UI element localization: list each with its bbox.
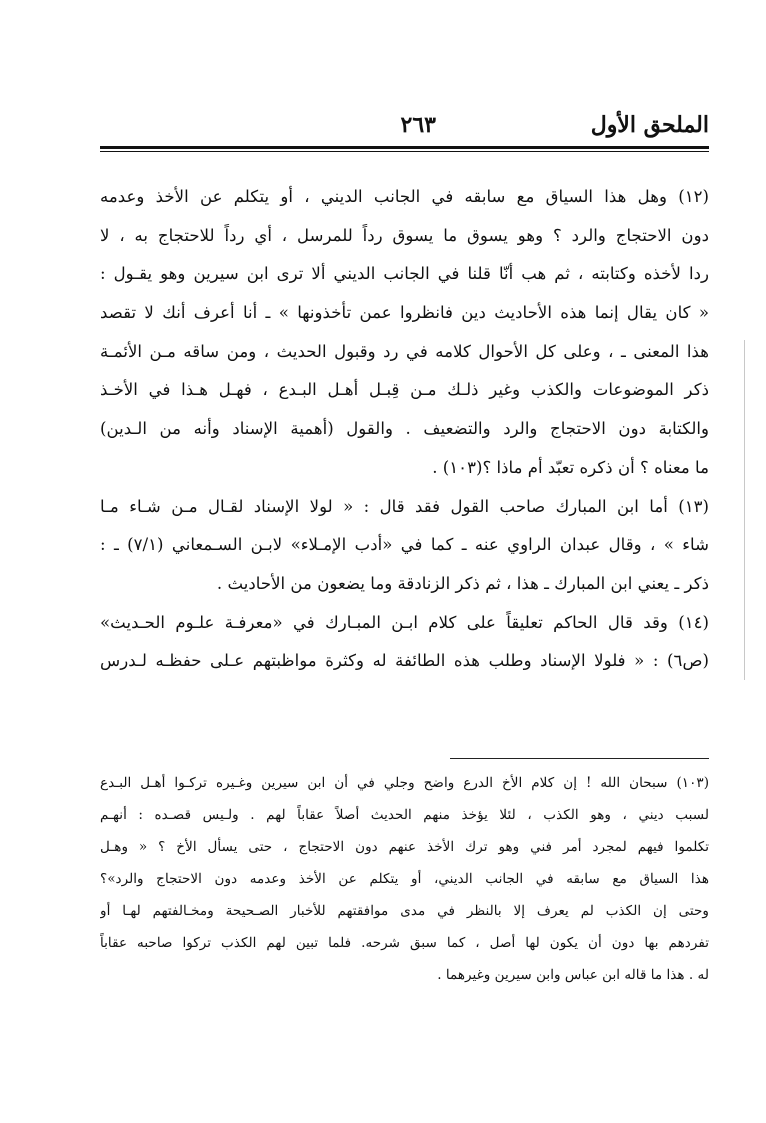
body-line: شاء » ، وقال عبدان الراوي عنه ـ كما في «أدب الإمـلاء» لابـن السـمعاني (٧/١) ـ : <box>100 535 709 555</box>
footnote-line: تفردهم بها دون أن يكون لها أصل ، كما سبق شرحه. فلما تبين لهم الكذب تركوا صاحبه عقاباً <box>100 935 709 951</box>
footnote-line: لسبب ديني ، وهو الكذب ، لئلا يؤخذ منهم الحديث أصلاً عقاباً لهم . ولـيس قصـده : أنهـم <box>100 807 709 823</box>
header-rule-thick <box>100 146 709 149</box>
body-line: (١٢) وهل هذا السياق مع سابقه في الجانب الديني ، أو يتكلم عن الأخذ وعدمه <box>100 187 709 206</box>
footnote-separator <box>450 758 709 759</box>
body-line: (١٣) أما ابن المبارك صاحب القول فقد قال : « لولا الإسناد لقـال مـن شـاء مـا <box>100 496 709 516</box>
footnotes <box>100 767 709 991</box>
body-line: هذا المعنى ـ ، وعلى كل الأحوال كلامه في رد وقبول الحديث ، ومن ساقه مـن الأئمـة <box>100 341 709 361</box>
body-line: دون الاحتجاج والرد ؟ وهو يسوق ما يسوق رداً للمرسل ، أي رداً للاحتجاج به ، لا <box>100 225 709 245</box>
page-number: ٢٦٣ <box>400 112 436 138</box>
body-line: (١٤) وقد قال الحاكم تعليقاً على كلام ابـن المبـارك في «معرفـة علـوم الحـديث» <box>100 612 709 632</box>
body-line: (ص٦) : « فلولا الإسناد وطلب هذه الطائفة له وكثرة مواظبتهم عـلى حفظـه لـدرس <box>100 651 709 671</box>
running-header <box>100 112 709 146</box>
body-text <box>100 178 709 681</box>
body-line: ذكر ـ يعني ابن المبارك ـ هذا ، ثم ذكر الزنادقة وما يضعون من الأحاديث . <box>216 573 709 593</box>
scan-edge-mark <box>744 340 745 680</box>
body-line: ردا لأخذه وكتابته ، ثم هب أنّا قلنا في الجانب الديني ألا ترى ابن سيرين وهو يقـول : <box>100 264 709 284</box>
chapter-title: الملحق الأول <box>590 112 709 138</box>
body-line: ما معناه ؟ أن ذكره تعبّد أم ماذا ؟(١٠٣) . <box>432 457 709 477</box>
footnote-line: هذا السياق مع سابقه في الجانب الديني، أو يتكلم عن الأخذ وعدمه دون الاحتجاج والرد»؟ <box>100 871 709 887</box>
body-line: ذكر الموضوعات والكذب وغير ذلـك مـن قِبـل أهـل البـدع ، فهـل هـذا في الأخـذ <box>100 380 709 400</box>
body-line: والكتابة دون الاحتجاج والرد والتضعيف . والقول (أهمية الإسناد وأنه من الـدين) <box>100 419 709 439</box>
footnote-line: (١٠٣) سبحان الله ! إن كلام الأخ الدرع واضح وجلي في أن ابن سيرين وغـيره تركـوا أهـل البـدع <box>100 775 709 791</box>
footnote-line: وحتى إن الكذب لم يعرف إلا بالنظر في مدى موافقتهم للأخبار الصـحيحة ومخـالفتهم لهـا أو <box>100 903 709 919</box>
footnote-line: له . هذا ما قاله ابن عباس وابن سيرين وغيرهما . <box>437 967 709 983</box>
footnote-line: تكلموا فيهم لمجرد أمر فني وهو ترك الأخذ عنهم دون الاحتجاج ، حتى يسأل الأخ ؟ « وهـل <box>100 839 709 855</box>
header-rule-thin <box>100 151 709 152</box>
body-line: « كان يقال إنما هذه الأحاديث دين فانظروا عمن تأخذونها » ـ أنا أعرف أنك لا تقصد <box>100 303 709 323</box>
